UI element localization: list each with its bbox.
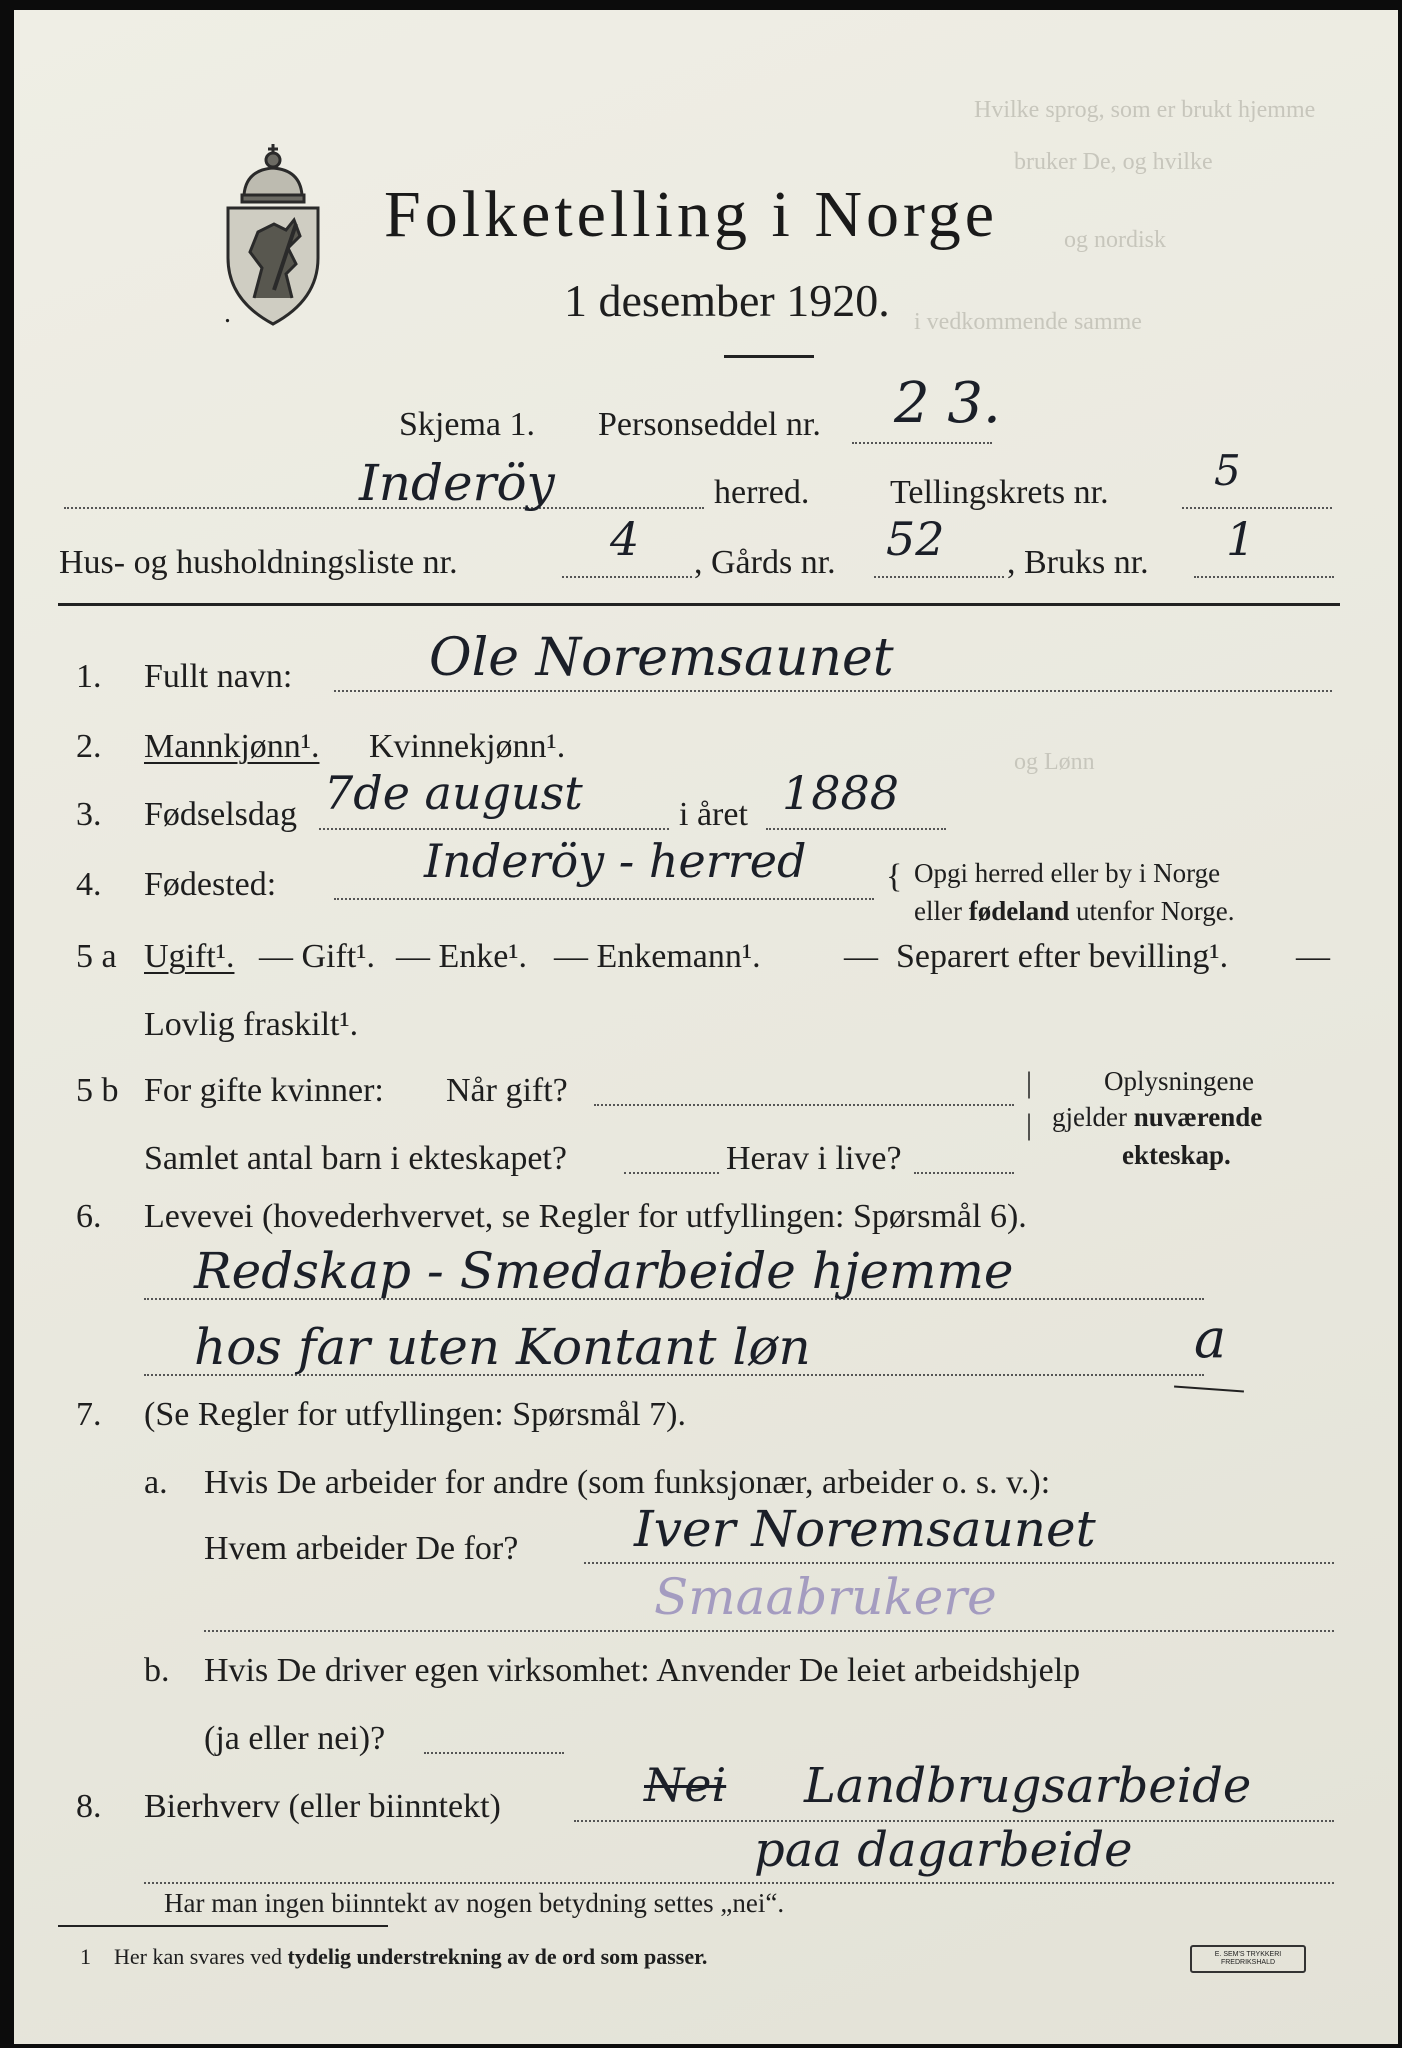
q4-note-line2: eller fødeland utenfor Norge.: [914, 896, 1235, 926]
bleed-through-text: Hvilke sprog, som er brukt hjemme: [974, 97, 1316, 123]
birthplace-value[interactable]: Inderöy - herred: [424, 834, 807, 888]
tellingskrets-label: Tellingskrets nr.: [890, 474, 1109, 511]
q3-number: 3.: [76, 796, 102, 833]
marital-fraskilt[interactable]: Lovlig fraskilt¹.: [144, 1006, 359, 1043]
employer-line-2: [204, 1630, 1334, 1632]
herred-value[interactable]: Inderöy: [359, 454, 555, 512]
marital-ugift[interactable]: Ugift¹.: [144, 938, 235, 975]
husliste-value[interactable]: 4: [610, 512, 640, 566]
q7b-text: Hvis De driver egen virksomhet: Anvender De leiet arbeidshjelp: [204, 1652, 1081, 1689]
q5a-number: 5 a: [76, 938, 117, 975]
herred-label: herred.: [714, 474, 810, 511]
employer-correction-value: Smaabrukere: [654, 1568, 997, 1626]
side-income-line-2: [144, 1882, 1334, 1884]
q7-label: (Se Regler for utfyllingen: Spørsmål 7).: [144, 1396, 687, 1433]
full-name-value[interactable]: Ole Noremsaunet: [429, 628, 894, 688]
q5b-note-line2: gjelder nuværende: [1052, 1102, 1263, 1132]
occupation-answer-2[interactable]: hos far uten Kontant løn: [194, 1318, 811, 1376]
q5b-label: For gifte kvinner:: [144, 1072, 384, 1109]
tellingskrets-line: [1182, 507, 1332, 509]
bruks-line: [1194, 576, 1334, 578]
norwegian-coat-of-arms-icon: [214, 140, 332, 330]
hired-help-line[interactable]: [424, 1752, 564, 1754]
year-line: [766, 828, 946, 830]
bleed-through-text: og Lønn: [1014, 749, 1095, 775]
footnote-number: 1: [80, 1944, 91, 1969]
dash: —: [1296, 938, 1330, 975]
children-count-label: Samlet antal barn i ekteskapet?: [144, 1140, 567, 1177]
no-income-note: Har man ingen biinntekt av nogen betydning settes „nei“.: [164, 1888, 785, 1918]
form-title: Folketelling i Norge: [384, 178, 999, 251]
husliste-line: [562, 576, 692, 578]
male-option[interactable]: Mannkjønn¹.: [144, 728, 320, 765]
q1-label: Fullt navn:: [144, 658, 293, 695]
q7b-letter: b.: [144, 1652, 170, 1689]
when-married-line[interactable]: [594, 1104, 1014, 1106]
husliste-label: Hus- og husholdningsliste nr.: [59, 544, 458, 581]
gards-value[interactable]: 52: [886, 512, 945, 566]
children-count-line[interactable]: [624, 1172, 719, 1174]
decorative-divider: [724, 355, 814, 358]
side-income-value-1[interactable]: Landbrugsarbeide: [804, 1758, 1252, 1814]
footnote-rule: [58, 1925, 388, 1927]
q6-number: 6.: [76, 1198, 102, 1235]
footnote-text: Her kan svares ved tydelig understrekning av de ord som passer.: [114, 1944, 708, 1969]
tellingskrets-value[interactable]: 5: [1214, 446, 1241, 495]
marital-enke[interactable]: — Enke¹.: [396, 938, 528, 975]
q1-number: 1.: [76, 658, 102, 695]
bleed-through-text: bruker De, og hvilke: [1014, 149, 1213, 175]
q8-number: 8.: [76, 1788, 102, 1825]
q3-label: Fødselsdag: [144, 796, 297, 833]
q5b-number: 5 b: [76, 1072, 119, 1109]
section-rule: [58, 603, 1340, 606]
q4-number: 4.: [76, 866, 102, 903]
gards-label: , Gårds nr.: [694, 544, 836, 581]
q1-line: [334, 690, 1332, 692]
q2-number: 2.: [76, 728, 102, 765]
gards-line: [874, 576, 1004, 578]
q4-note-line1: Opgi herred eller by i Norge: [914, 858, 1221, 888]
q6-label: Levevei (hovederhvervet, se Regler for utfyllingen: Spørsmål 6).: [144, 1198, 1027, 1235]
bruks-value[interactable]: 1: [1226, 512, 1256, 566]
q5b-note-line1: Oplysningene: [1104, 1066, 1254, 1096]
personseddel-label: Personseddel nr.: [598, 406, 821, 443]
q4-label: Fødested:: [144, 866, 277, 903]
personseddel-line: [852, 442, 992, 444]
children-alive-label: Herav i live?: [726, 1140, 902, 1177]
schema-label: Skjema 1.: [399, 406, 535, 443]
dot-mark: .: [224, 298, 231, 329]
employer-value[interactable]: Iver Noremsaunet: [634, 1500, 1096, 1558]
side-income-value-2[interactable]: paa dagarbeide: [754, 1822, 1133, 1878]
q5b-note-line3: ekteskap.: [1122, 1140, 1231, 1170]
children-alive-line[interactable]: [914, 1172, 1014, 1174]
census-date: 1 desember 1920.: [564, 275, 890, 326]
occupation-answer-1[interactable]: Redskap - Smedarbeide hjemme: [194, 1242, 1014, 1300]
printer-stamp-text: E. SEM'S TRYKKERI FREDRIKSHALD: [1214, 1951, 1282, 1966]
bracket-mark: {: [886, 858, 903, 895]
marital-separert[interactable]: Separert efter bevilling¹.: [896, 938, 1229, 975]
birthday-value[interactable]: 7de august: [324, 766, 583, 820]
side-income-struck: Nei: [644, 1758, 727, 1812]
q7a-letter: a.: [144, 1464, 168, 1501]
personseddel-value[interactable]: 2 3.: [894, 371, 1001, 436]
marital-enkemann[interactable]: — Enkemann¹.: [554, 938, 761, 975]
census-form-sheet: [14, 10, 1398, 2044]
birthplace-line: [334, 898, 874, 900]
bracket-mark: |: [1026, 1066, 1033, 1099]
bleed-through-text: og nordisk: [1064, 227, 1166, 253]
q7b-question: (ja eller nei)?: [204, 1720, 386, 1757]
occupation-code-mark: a: [1194, 1307, 1227, 1370]
q7a-question: Hvem arbeider De for?: [204, 1530, 519, 1567]
printer-stamp: [1190, 1945, 1306, 1973]
bleed-through-text: i vedkommende samme: [914, 309, 1142, 335]
year-label: i året: [679, 796, 748, 833]
dash: —: [844, 938, 878, 975]
birth-year-value[interactable]: 1888: [782, 766, 900, 820]
q8-label: Bierhverv (eller biinntekt): [144, 1788, 501, 1825]
female-option[interactable]: Kvinnekjønn¹.: [369, 728, 566, 765]
q7-number: 7.: [76, 1396, 102, 1433]
bruks-label: , Bruks nr.: [1007, 544, 1149, 581]
marital-gift[interactable]: — Gift¹.: [259, 938, 375, 975]
employer-line: [584, 1562, 1334, 1564]
q7a-text: Hvis De arbeider for andre (som funksjonær, arbeider o. s. v.):: [204, 1464, 1051, 1501]
birthday-line: [319, 828, 669, 830]
when-married-label: Når gift?: [446, 1072, 568, 1109]
bracket-mark: |: [1026, 1108, 1033, 1141]
code-stroke: [1174, 1386, 1244, 1393]
